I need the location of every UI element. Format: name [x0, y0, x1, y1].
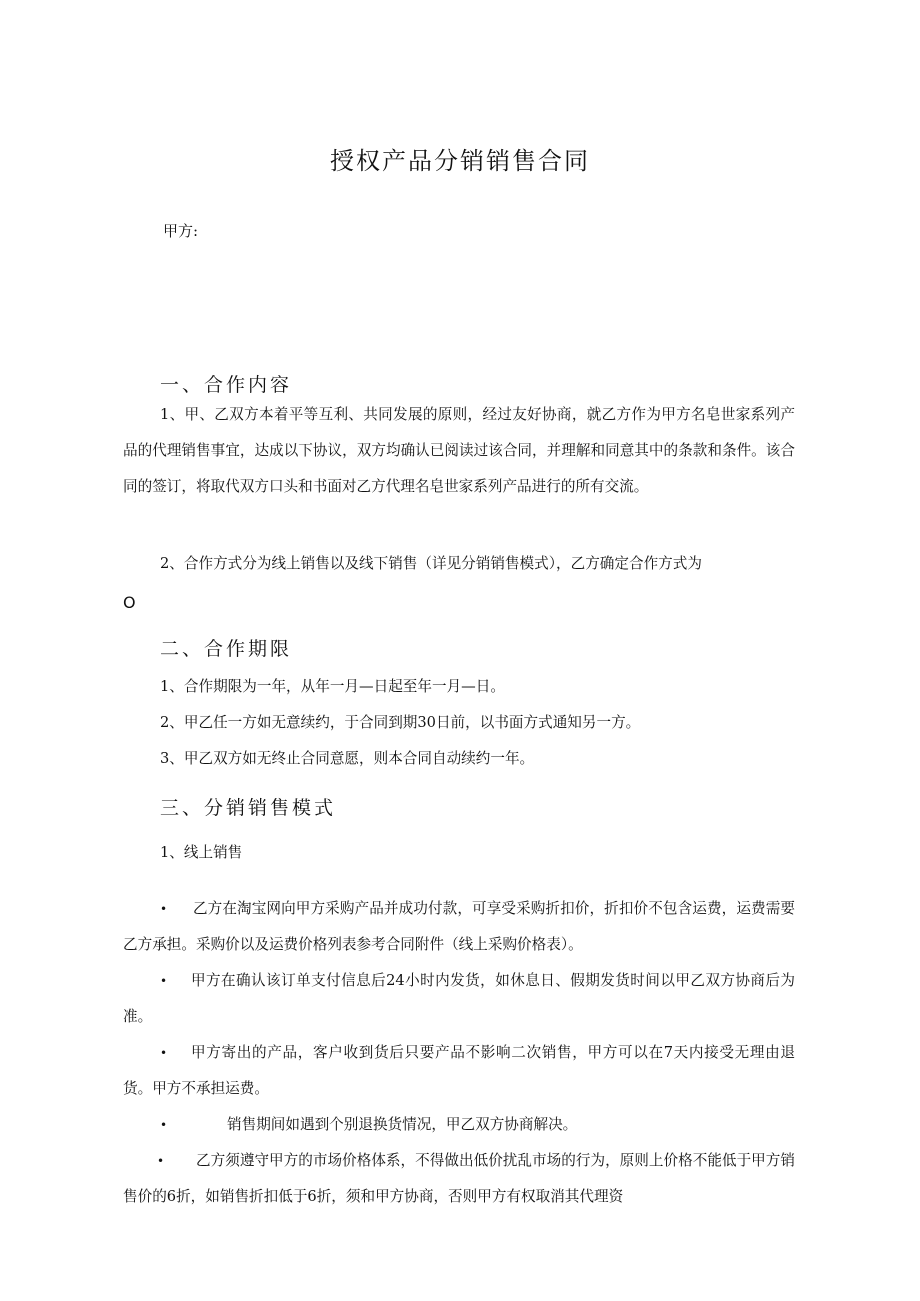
term-item-2: 2、甲乙任一方如无意续约，于合同到期30日前，以书面方式通知另一方。 [160, 714, 641, 731]
cooperation-method-blank: O [123, 593, 136, 612]
online-sales-bullet-4: 销售期间如遇到个别退换货情况，甲乙双方协商解决。 [227, 1116, 578, 1133]
cooperation-paragraph-2: 2、合作方式分为线上销售以及线下销售（详见分销销售模式），乙方确定合作方式为 [160, 555, 702, 572]
document-title: 授权产品分销销售合同 [330, 147, 590, 175]
party-a-label: 甲方: [163, 222, 199, 240]
bullet-marker: • [160, 1046, 168, 1060]
bullet-marker: • [160, 1118, 168, 1132]
online-sales-bullet-3: 甲方寄出的产品，客户收到货后只要产品不影响二次销售，甲方可以在7天内接受无理由退货。甲方不承担运费。 [123, 1044, 795, 1097]
bullet-marker: • [160, 902, 168, 916]
section-heading-sales-model: 三、分销销售模式 [160, 797, 337, 819]
online-sales-bullet-1: 乙方在淘宝网向甲方采购产品并成功付款，可享受采购折扣价，折扣价不包含运费，运费需要乙方承担。采购价以及运费价格列表参考合同附件（线上采购价格表）。 [123, 900, 795, 953]
term-item-1: 1、合作期限为一年，从年一月—日起至年一月—日。 [160, 678, 505, 695]
section-heading-cooperation-content: 一、合作内容 [160, 374, 293, 396]
term-item-3: 3、甲乙双方如无终止合同意愿，则本合同自动续约一年。 [160, 750, 535, 767]
online-sales-bullet-5: 乙方须遵守甲方的市场价格体系，不得做出低价扰乱市场的行为，原则上价格不能低于甲方销售价的6折，如销售折扣低于6折，须和甲方协商，否则甲方有权取消其代理资 [123, 1152, 795, 1205]
bullet-marker: • [157, 1154, 165, 1168]
section-heading-cooperation-term: 二、合作期限 [160, 638, 293, 660]
bullet-marker: • [160, 974, 168, 988]
sub-heading-online-sales: 1、线上销售 [160, 844, 243, 861]
cooperation-paragraph-1: 1、甲、乙双方本着平等互利、共同发展的原则，经过友好协商，就乙方作为甲方名皂世家系列产品的代理销售事宜，达成以下协议，双方均确认已阅读过该合同，并理解和同意其中的条款和条件。该合同的签订，将取代双方口头和书面对乙方代理名皂世家系列产品进行的所有交流。 [123, 406, 795, 495]
online-sales-bullet-2: 甲方在确认该订单支付信息后24小时内发货，如休息日、假期发货时间以甲乙双方协商后为准。 [123, 972, 795, 1025]
